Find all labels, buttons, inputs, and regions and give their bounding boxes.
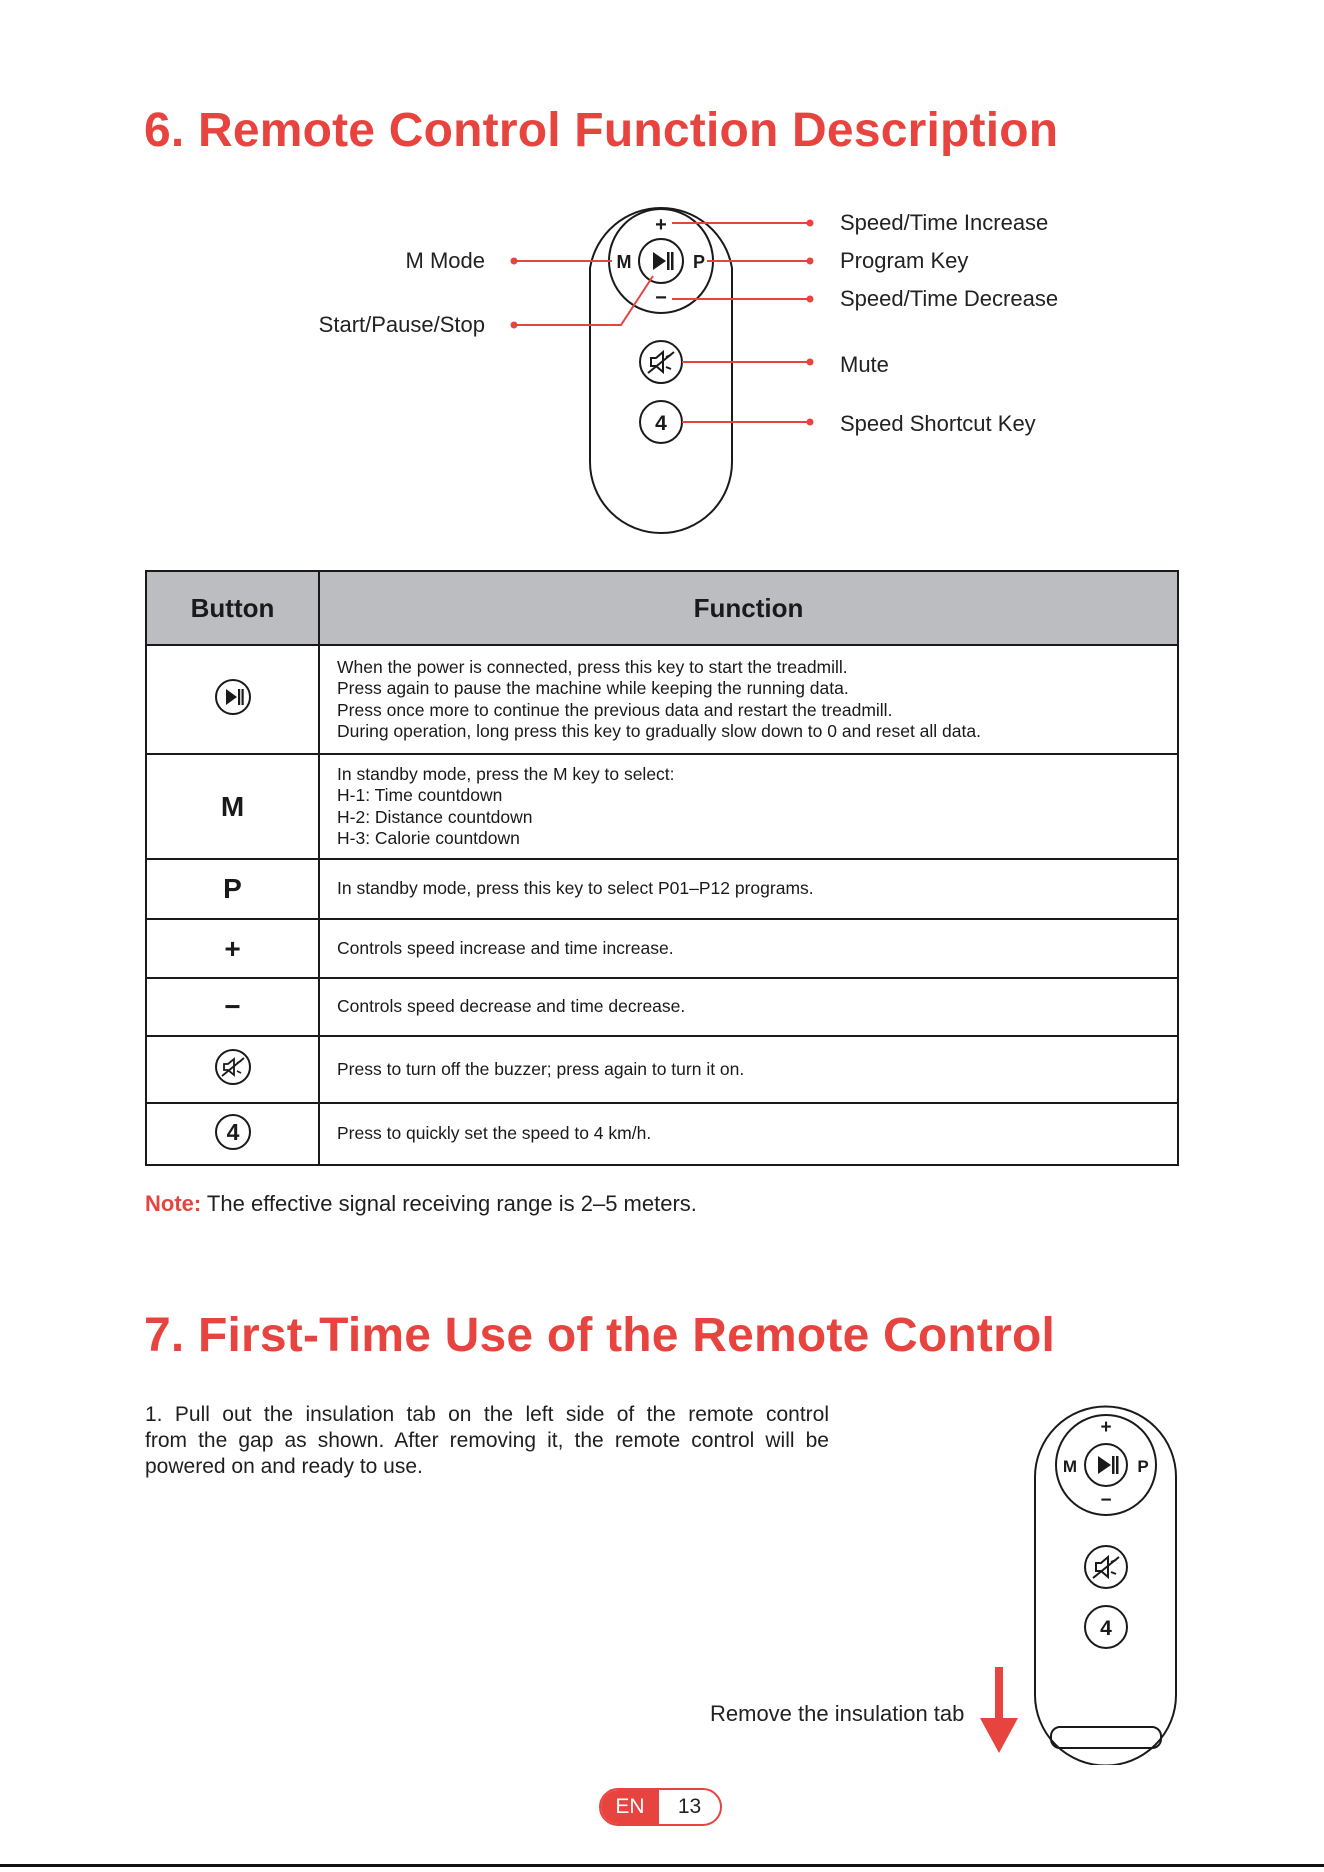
mute-icon xyxy=(1093,1557,1119,1578)
note-label: Note: xyxy=(145,1191,202,1216)
header-button: Button xyxy=(146,571,319,645)
minus-key-label: − xyxy=(224,991,241,1022)
function-cell xyxy=(319,1103,1178,1165)
function-text: Press again to pause the machine while keeping the running data. xyxy=(337,678,849,698)
function-text: Controls speed decrease and time decrease. xyxy=(337,996,686,1017)
bottom-rule xyxy=(0,1864,1324,1867)
play-pause-icon xyxy=(213,677,253,717)
page-badge xyxy=(599,1788,722,1826)
function-text: In standby mode, press this key to select P01–P12 programs. xyxy=(337,878,814,899)
function-text: When the power is connected, press this key to start the treadmill. xyxy=(337,656,848,677)
plus-key-label: + xyxy=(224,932,241,964)
function-text: Press once more to continue the previous data and restart the treadmill. xyxy=(337,699,893,720)
remote-p-key: P xyxy=(692,252,706,272)
callout-speed-time-increase: Speed/Time Increase xyxy=(840,210,1049,235)
function-text: In standby mode, press the M key to select: xyxy=(337,763,675,784)
table-row xyxy=(146,1103,1178,1165)
svg-text:M: M xyxy=(1062,1457,1078,1476)
svg-text:−: − xyxy=(1100,1490,1112,1511)
svg-text:+: + xyxy=(1100,1417,1112,1438)
mute-icon xyxy=(213,1047,253,1087)
function-text: H-3: Calorie countdown xyxy=(337,828,520,848)
function-text: H-2: Distance countdown xyxy=(337,806,533,827)
callout-mute: Mute xyxy=(840,352,889,377)
table-header-row xyxy=(146,571,1178,645)
callout-speed-shortcut-key: Speed Shortcut Key xyxy=(840,411,1036,436)
speed-4-icon xyxy=(213,1112,253,1152)
button-cell xyxy=(146,919,319,978)
callout-speed-time-decrease: Speed/Time Decrease xyxy=(840,286,1059,311)
remote-control-illustration xyxy=(960,1395,1200,1765)
note xyxy=(145,1191,697,1217)
button-cell xyxy=(146,1036,319,1103)
header-function: Function xyxy=(319,571,1178,645)
function-cell xyxy=(319,1036,1178,1103)
function-table xyxy=(145,570,1179,1166)
language-label: EN xyxy=(601,1790,659,1824)
remote-minus-key: − xyxy=(655,287,667,309)
play-pause-icon xyxy=(1098,1456,1119,1474)
section-7-title: 7. First-Time Use of the Remote Control xyxy=(144,1309,1056,1362)
remote-4-key: 4 xyxy=(655,412,667,435)
table-row xyxy=(146,754,1178,859)
table-row xyxy=(146,645,1178,754)
remove-tab-caption: Remove the insulation tab xyxy=(710,1701,965,1726)
remote-control-diagram xyxy=(0,0,1324,560)
button-cell xyxy=(146,645,319,754)
function-text: Press to quickly set the speed to 4 km/h. xyxy=(337,1123,652,1144)
function-cell xyxy=(319,859,1178,919)
svg-text:4: 4 xyxy=(1100,1617,1112,1640)
button-cell xyxy=(146,754,319,859)
instruction-paragraph xyxy=(145,1402,829,1480)
function-cell xyxy=(319,919,1178,978)
section-6-title: 6. Remote Control Function Description xyxy=(144,104,1059,157)
remote-m-key: M xyxy=(616,252,632,272)
svg-text:P: P xyxy=(1137,1457,1149,1476)
callout-m-mode: M Mode xyxy=(405,248,485,273)
m-key-label: M xyxy=(220,790,245,822)
function-text: During operation, long press this key to gradually slow down to 0 and reset all data. xyxy=(337,721,981,741)
button-cell xyxy=(146,859,319,919)
function-cell xyxy=(319,754,1178,859)
table-row xyxy=(146,859,1178,919)
p-key-label: P xyxy=(223,873,242,904)
instruction-line: 1. Pull out the insulation tab on the left side of the remote control xyxy=(145,1403,829,1426)
callout-program-key: Program Key xyxy=(840,248,969,273)
callout-start-pause-stop: Start/Pause/Stop xyxy=(318,312,485,337)
function-cell xyxy=(319,645,1178,754)
function-text: Press to turn off the buzzer; press again to turn it on. xyxy=(337,1058,745,1079)
table-row xyxy=(146,1036,1178,1103)
button-cell xyxy=(146,978,319,1036)
function-text: Controls speed increase and time increase. xyxy=(337,937,674,958)
instruction-line: powered on and ready to use. xyxy=(145,1455,423,1478)
function-cell xyxy=(319,978,1178,1036)
note-text: The effective signal receiving range is 2–5 meters. xyxy=(201,1191,697,1216)
instruction-line: from the gap as shown. After removing it, the remote control will be xyxy=(145,1429,829,1452)
page-number: 13 xyxy=(677,1795,702,1818)
mute-icon xyxy=(648,352,674,373)
button-cell xyxy=(146,1103,319,1165)
insulation-tab xyxy=(1051,1727,1161,1748)
table-row xyxy=(146,919,1178,978)
remote-plus-key: + xyxy=(655,214,667,236)
arrow-down-icon xyxy=(980,1667,1018,1753)
play-pause-icon xyxy=(653,252,674,270)
table-row xyxy=(146,978,1178,1036)
function-text: H-1: Time countdown xyxy=(337,785,503,805)
svg-text:4: 4 xyxy=(226,1118,239,1145)
